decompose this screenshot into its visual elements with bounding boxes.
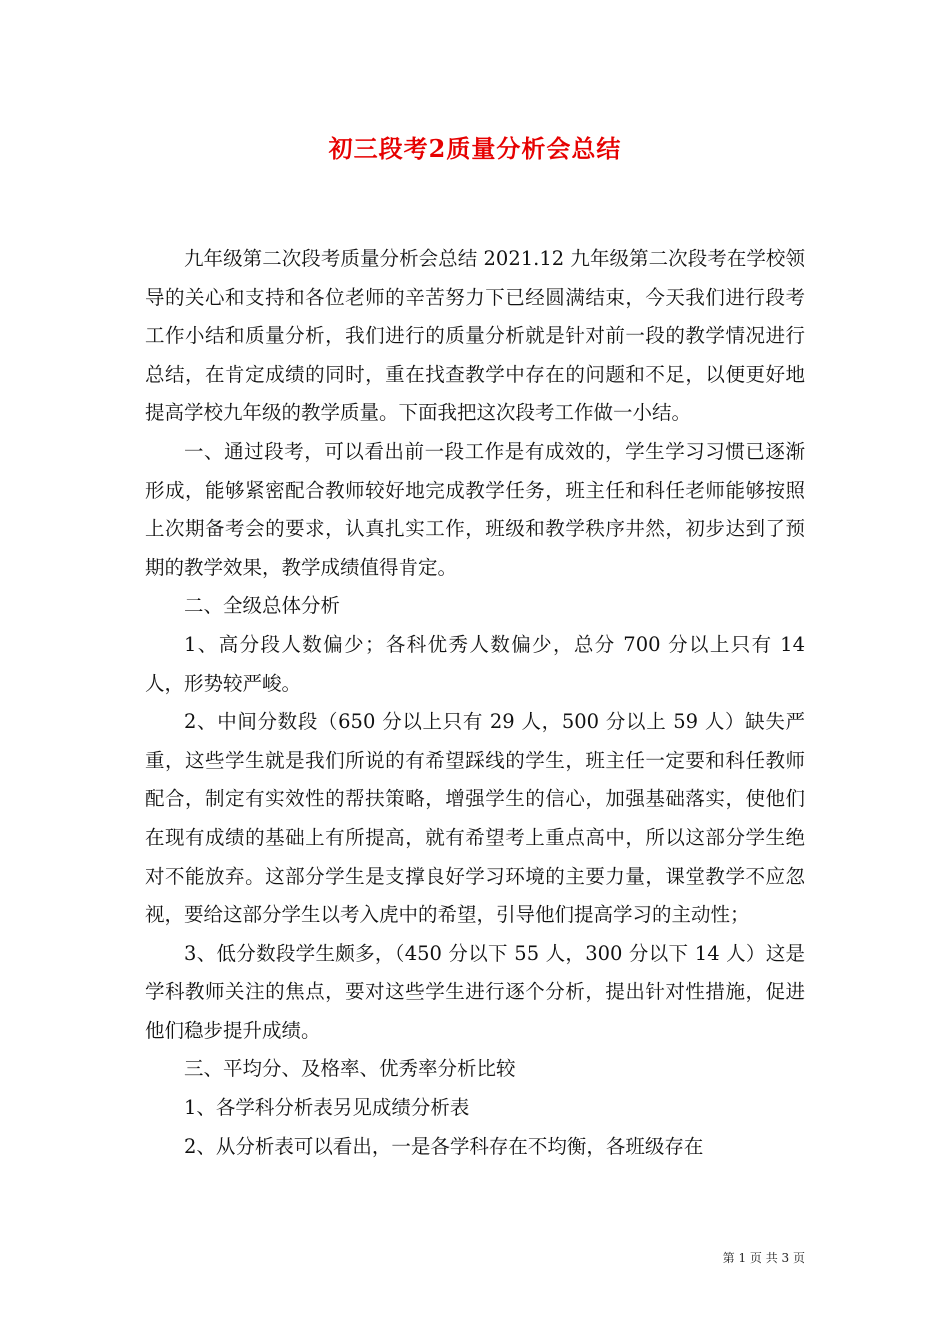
- point-one-paragraph: 1、高分段人数偏少；各科优秀人数偏少，总分 700 分以上只有 14 人，形势较严峻。: [145, 632, 805, 695]
- document-body: [145, 240, 805, 1166]
- section-three-point-two: 2、从分析表可以看出，一是各学科存在不均衡，各班级存在: [184, 1134, 704, 1158]
- document-title: 初三段考2质量分析会总结: [328, 134, 622, 163]
- section-three-point-one: 1、各学科分析表另见成绩分析表: [184, 1096, 470, 1120]
- section-one-paragraph: 一、通过段考，可以看出前一段工作是有成效的，学生学习习惯已逐渐形成，能够紧密配合教师较好地完成教学任务，班主任和科任老师能够按照上次期备考会的要求，认真扎实工作，班级和教学秩序井然，初步达到了预期的教学效果，教学成绩值得肯定。: [145, 439, 805, 579]
- page-number: 第 1 页 共 3 页: [722, 1251, 805, 1265]
- section-two-heading: 二、全级总体分析: [184, 594, 341, 618]
- point-two-paragraph: 2、中间分数段（650 分以上只有 29 人，500 分以上 59 人）缺失严重，这些学生就是我们所说的有希望踩线的学生，班主任一定要和科任教师配合，制定有实效性的帮扶策略，增强学生的信心，加强基础落实，使他们在现有成绩的基础上有所提高，就有希望考上重点高中，所以这部分学生绝对不能放弃。这部分学生是支撑良好学习环境的主要力量，课堂教学不应忽视，要给这部分学生以考入虎中的希望，引导他们提高学习的主动性；: [145, 710, 805, 927]
- point-three-paragraph: 3、低分数段学生颇多，（450 分以下 55 人，300 分以下 14 人）这是学科教师关注的焦点，要对这些学生进行逐个分析，提出针对性措施，促进他们稳步提升成绩。: [145, 941, 805, 1042]
- intro-paragraph: 九年级第二次段考质量分析会总结 2021.12 九年级第二次段考在学校领导的关心和支持和各位老师的辛苦努力下已经圆满结束，今天我们进行段考工作小结和质量分析，我们进行的质量分析就是针对前一段的教学情况进行总结，在肯定成绩的同时，重在找查教学中存在的问题和不足，以便更好地提高学校九年级的教学质量。下面我把这次段考工作做一小结。: [145, 247, 805, 425]
- section-three-heading: 三、平均分、及格率、优秀率分析比较: [184, 1057, 516, 1081]
